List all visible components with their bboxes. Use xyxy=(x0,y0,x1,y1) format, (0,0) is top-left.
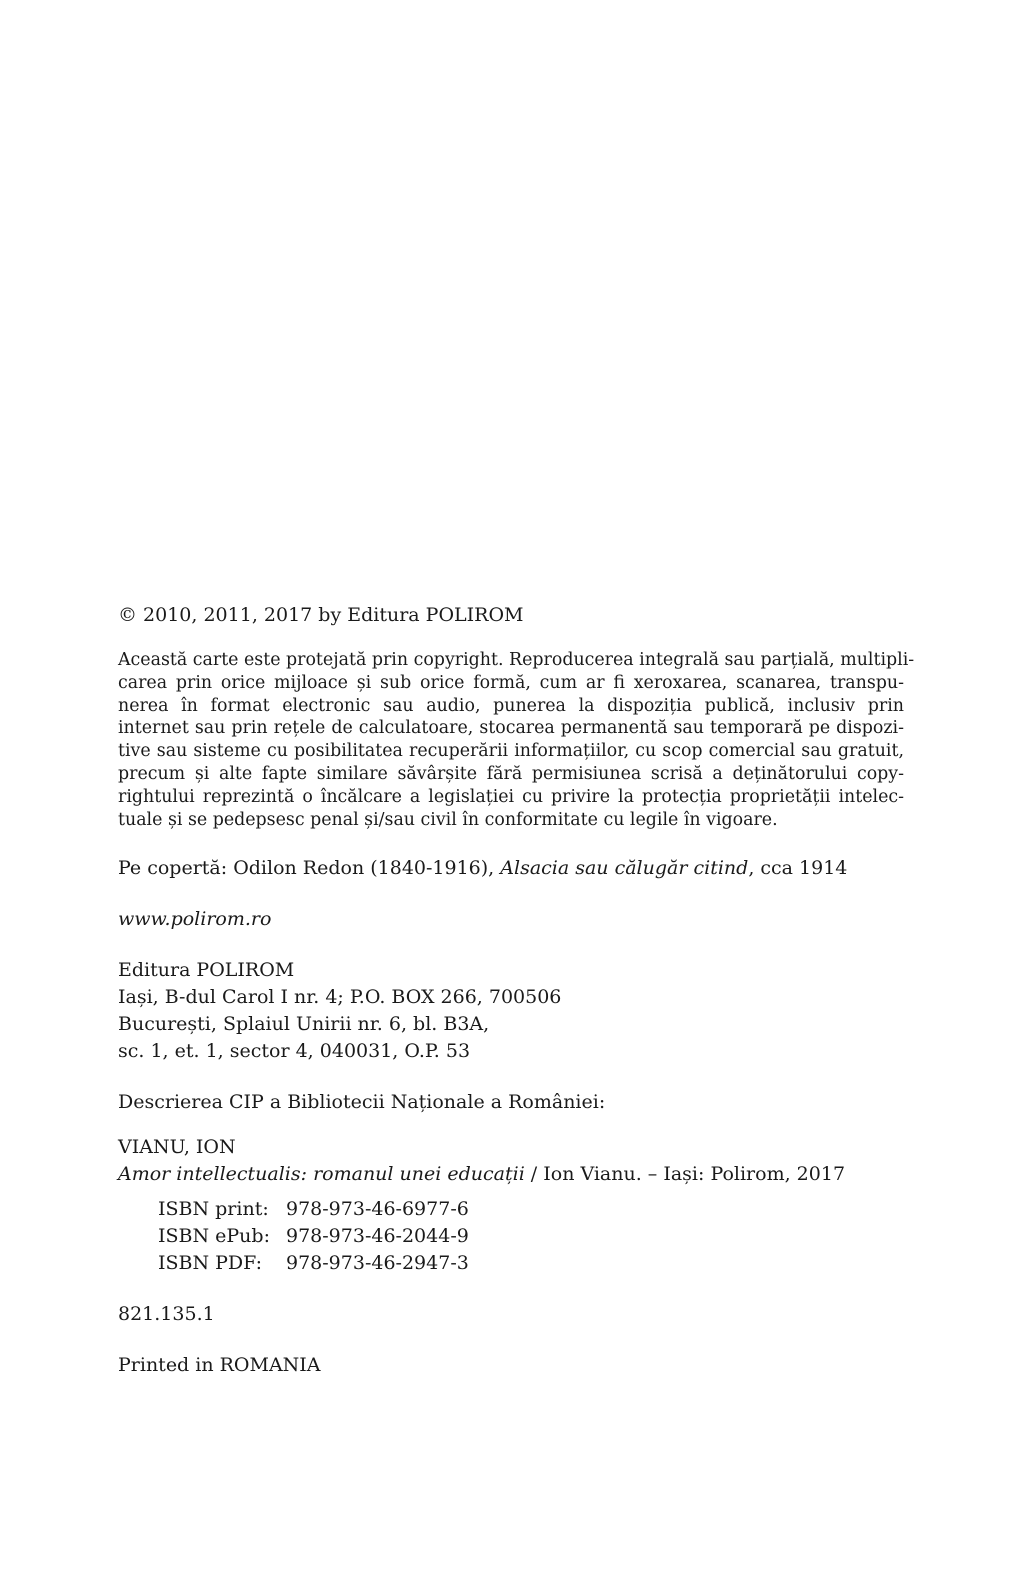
notice-line: tuale și se pedepsesc penal și/sau civil în conformitate cu legile în vigoare. xyxy=(118,809,778,830)
isbn-label: ISBN ePub: xyxy=(158,1225,270,1248)
isbn-value: 978-973-46-6977-6 xyxy=(286,1198,469,1221)
cip-book-title: Amor intellectualis: romanul unei educații xyxy=(118,1163,525,1186)
notice-line: carea prin orice mijloace și sub orice formă, cum ar fi xeroxarea, scanarea, transpu- xyxy=(118,672,904,693)
isbn-list xyxy=(118,1196,904,1277)
cip-author: VIANU, ION xyxy=(118,1136,236,1159)
classification-code: 821.135.1 xyxy=(118,1303,215,1326)
isbn-label: ISBN PDF: xyxy=(158,1252,263,1275)
cover-artwork-title: Alsacia sau călugăr citind xyxy=(500,857,749,880)
notice-line: internet sau prin rețele de calculatoare, stocarea permanentă sau temporară pe dispozi- xyxy=(118,718,904,739)
notice-line: rightului reprezintă o încălcare a legislației cu privire la protecția proprietății intelec- xyxy=(118,786,904,807)
publisher-address-line: sc. 1, et. 1, sector 4, 040031, O.P. 53 xyxy=(118,1040,471,1063)
cip-title-suffix: / Ion Vianu. – Iași: Polirom, 2017 xyxy=(524,1163,846,1186)
copyright-line: © 2010, 2011, 2017 by Editura POLIROM xyxy=(118,604,524,626)
publisher-address-line: Iași, B-dul Carol I nr. 4; P.O. BOX 266, 700506 xyxy=(118,986,562,1009)
isbn-label: ISBN print: xyxy=(158,1198,269,1221)
notice-line: tive sau sisteme cu posibilitatea recuperării informațiilor, cu scop comercial sau gratuit, xyxy=(118,741,904,762)
printed-in: Printed in ROMANIA xyxy=(118,1354,321,1377)
isbn-row xyxy=(158,1250,904,1277)
notice-line: precum și alte fapte similare săvârșite fără permisiunea scrisă a deținătorului copy- xyxy=(118,763,904,784)
cover-credit xyxy=(118,855,904,882)
website-link[interactable]: www.polirom.ro xyxy=(118,908,272,931)
cover-credit-prefix: Pe copertă: Odilon Redon (1840-1916), xyxy=(118,857,501,880)
copyright-page xyxy=(118,602,915,1379)
isbn-row xyxy=(158,1223,904,1250)
publisher-name: Editura POLIROM xyxy=(118,959,295,982)
isbn-value: 978-973-46-2947-3 xyxy=(286,1252,469,1275)
publisher-block xyxy=(118,957,904,1065)
notice-line: nerea în format electronic sau audio, punerea la dispoziția publică, inclusiv prin xyxy=(118,695,904,716)
isbn-row xyxy=(158,1196,904,1223)
cip-title-line xyxy=(118,1161,904,1188)
cover-credit-suffix: , cca 1914 xyxy=(748,857,848,880)
cip-heading: Descrierea CIP a Bibliotecii Naționale a României: xyxy=(118,1091,606,1114)
notice-line: Această carte este protejată prin copyright. Reproducerea integrală sau parțială, multipli- xyxy=(118,650,915,670)
copyright-notice xyxy=(118,649,915,831)
publisher-address-line: București, Splaiul Unirii nr. 6, bl. B3A, xyxy=(118,1013,490,1036)
isbn-value: 978-973-46-2044-9 xyxy=(286,1225,469,1248)
